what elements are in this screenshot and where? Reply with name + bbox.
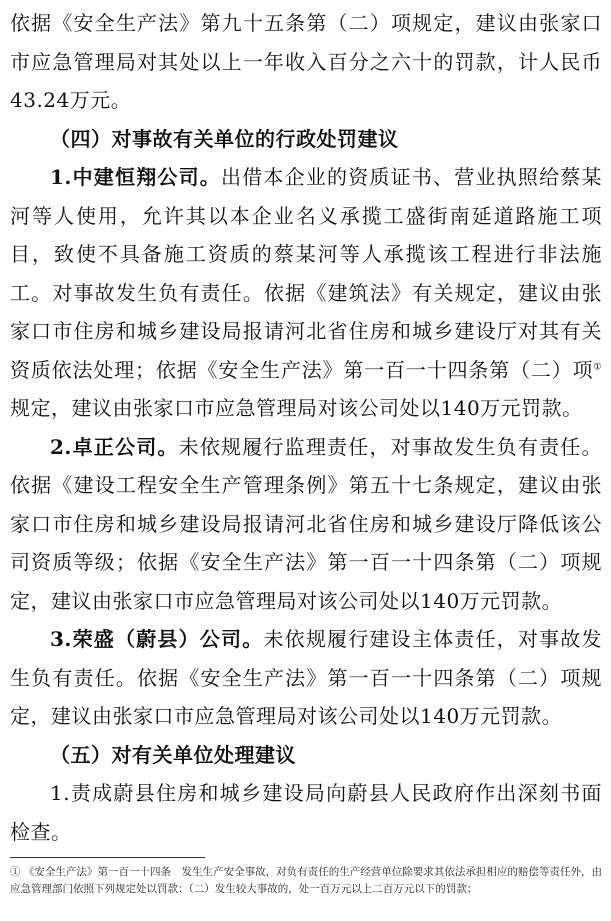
paragraph-penalty-continuation: 依据《安全生产法》第九十五条第（二）项规定，建议由张家口市应急管理局对其处以上一年收入百分之六十的罚款，计人民币43.24万元。 bbox=[10, 11, 602, 112]
paragraph-company-1 bbox=[10, 158, 602, 428]
paragraph-company-2 bbox=[10, 428, 602, 621]
company-1-body-a: 出借本企业的资质证书、营业执照给蔡某河等人使用，允许其以本企业名义承揽工盛街南延道路施工项目，致使不具备施工资质的蔡某河等人承揽该工程进行非法施工。对事故发生负有责任。依据《建筑法》有关规定，建议由张家口市住房和城乡建设局报请河北省住房和城乡建设厅对其有关资质依法处理；依据《安全生产法》第一百一十四条第（二）项 bbox=[10, 165, 602, 382]
footnote-text: ① 《安全生产法》第一百一十四条 发生生产安全事故，对负有责任的生产经营单位除要求其依法承担相应的赔偿等责任外，由应急管理部门依照下列规定处以罚款：（二）发生较大事故的，处一百万元以上二百万元以下的罚款； bbox=[10, 866, 602, 895]
paragraph-company-3 bbox=[10, 620, 602, 736]
footnote-reference-marker[interactable]: ① bbox=[593, 361, 602, 372]
paragraph-handling-1: 1.责成蔚县住房和城乡建设局向蔚县人民政府作出深刻书面检查。 bbox=[10, 781, 602, 844]
company-1-title: 1.中建恒翔公司。 bbox=[50, 165, 222, 189]
section-heading-4: （四）对事故有关单位的行政处罚建议 bbox=[50, 126, 399, 151]
company-3-title: 3.荣盛（蔚县）公司。 bbox=[50, 627, 264, 651]
section-heading-5: （五）对有关单位处理建议 bbox=[50, 742, 296, 767]
footnote-divider bbox=[10, 857, 205, 858]
company-1-body-b: 规定，建议由张家口市应急管理局对该公司处以140万元罚款。 bbox=[10, 396, 583, 420]
document-body bbox=[10, 4, 602, 851]
company-2-title: 2.卓正公司。 bbox=[50, 434, 179, 459]
company-3-body: 未依规履行建设主体责任，对事故发生负有责任。依据《安全生产法》第一百一十四条第（二）项规定，建议由张家口市应急管理局对该公司处以140万元罚款。 bbox=[10, 627, 603, 728]
company-2-body: 未依规履行监理责任，对事故发生负有责任。依据《建设工程安全生产管理条例》第五十七条规定，建议由张家口市住房和城乡建设局报请河北省住房和城乡建设厅降低该公司资质等级；依据《安全生产法》第一百一十四条第（二）项规定，建议由张家口市应急管理局对该公司处以140万元罚款。 bbox=[10, 434, 602, 613]
